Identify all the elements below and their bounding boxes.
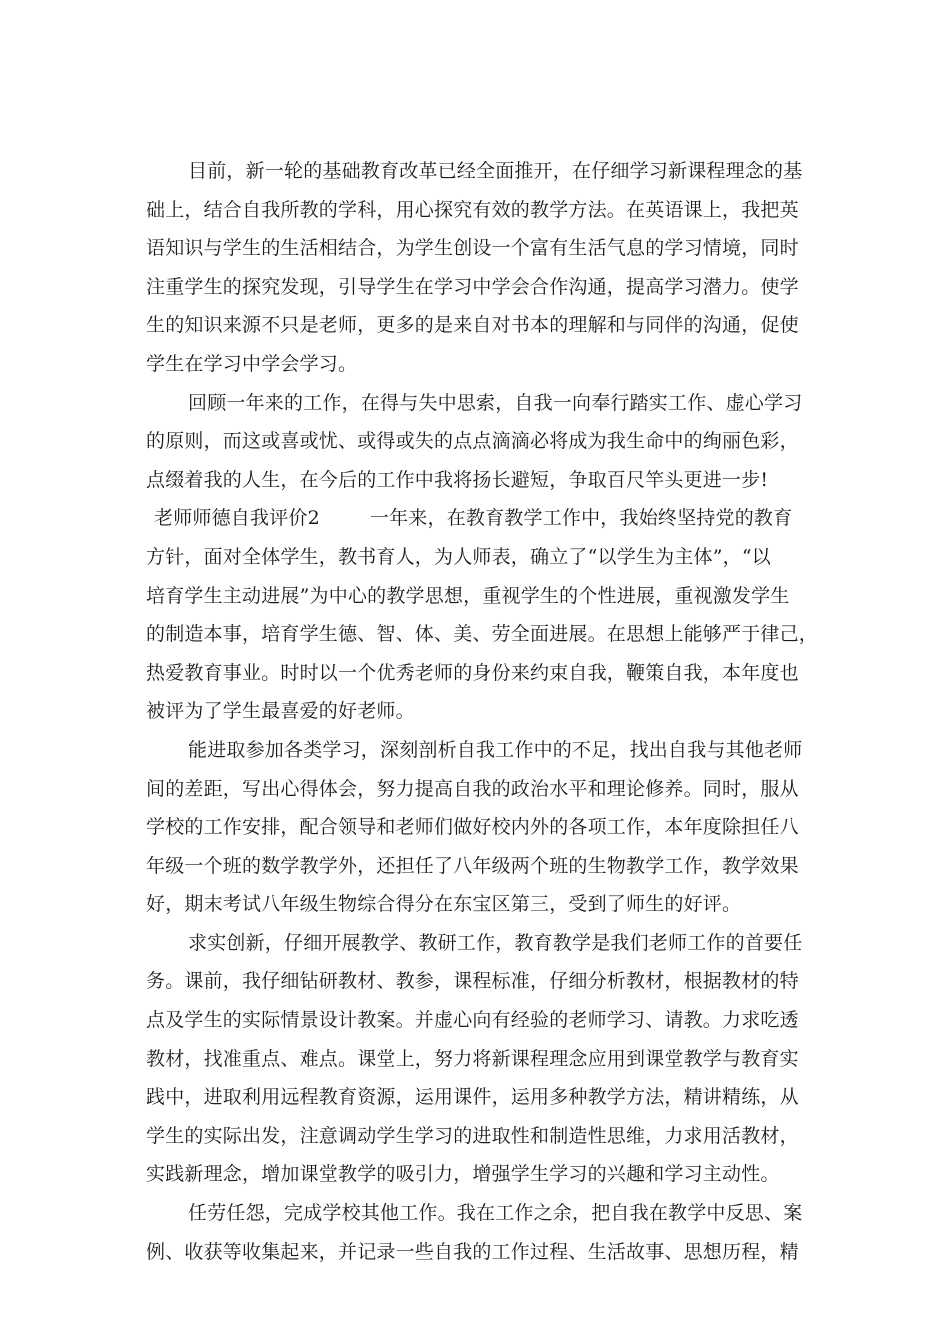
section-heading: 老师师德自我评价2	[154, 507, 320, 530]
text-line: 生的知识来源不只是老师，更多的是来自对书本的理解和与同伴的沟通，促使	[146, 314, 799, 337]
text-line: 教材，找准重点、难点。课堂上，努力将新课程理念应用到课堂教学与教育实	[146, 1047, 799, 1070]
text-line: 被评为了学生最喜爱的好老师。	[146, 700, 415, 723]
text-line: 好，期末考试八年级生物综合得分在东宝区第三，受到了师生的好评。	[146, 893, 742, 916]
text-line: 求实创新，仔细开展教学、教研工作，教育教学是我们老师工作的首要任	[188, 931, 803, 954]
paragraph	[146, 924, 806, 1194]
text-line: 点及学生的实际情景设计教案。并虚心向有经验的老师学习、请教。力求吃透	[146, 1009, 799, 1032]
text-line: 年级一个班的数学教学外，还担任了八年级两个班的生物教学工作，教学效果	[146, 854, 799, 877]
text-line: 础上，结合自我所教的学科，用心探究有效的教学方法。在英语课上，我把英	[146, 198, 799, 221]
text-line: 语知识与学生的生活相结合，为学生创设一个富有生活气息的学习情境，同时	[146, 237, 799, 260]
document-body	[146, 152, 819, 1271]
text-line: 学生在学习中学会学习。	[146, 352, 358, 375]
paragraph	[146, 731, 806, 924]
text-line: 能进取参加各类学习，深刻剖析自我工作中的不足，找出自我与其他老师	[188, 738, 803, 761]
text-line: 践中，进取利用远程教育资源，运用课件，运用多种教学方法，精讲精练，从	[146, 1086, 799, 1109]
paragraph	[146, 384, 806, 500]
text-line: 注重学生的探究发现，引导学生在学习中学会合作沟通，提高学习潜力。使学	[146, 275, 799, 298]
text-line: 学生的实际出发，注意调动学生学习的进取性和制造性思维，力求用活教材，	[146, 1124, 799, 1147]
text-line: 任劳任怨，完成学校其他工作。我在工作之余，把自我在教学中反思、案	[188, 1202, 803, 1225]
section-with-heading	[146, 499, 819, 731]
text-line: 一年来，在教育教学工作中，我始终坚持党的教育	[369, 507, 793, 530]
heading-line	[146, 499, 806, 538]
text-line: 点缀着我的人生，在今后的工作中我将扬长避短，争取百尺竿头更进一步!	[146, 468, 769, 491]
text-line: 实践新理念，增加课堂教学的吸引力，增强学生学习的兴趣和学习主动性。	[146, 1163, 780, 1186]
text-line: 的原则，而这或喜或忧、或得或失的点点滴滴必将成为我生命中的绚丽色彩，	[146, 430, 799, 453]
paragraph	[146, 152, 806, 384]
text-line: 方针，面对全体学生，教书育人，为人师表，确立了“以学生为主体”，“以	[146, 545, 771, 568]
text-line: 热爱教育事业。时时以一个优秀老师的身份来约束自我，鞭策自我，本年度也	[146, 661, 799, 684]
text-line: 务。课前，我仔细钻研教材、教参，课程标准，仔细分析教材，根据教材的特	[146, 970, 799, 993]
text-line: 例、收获等收集起来，并记录一些自我的工作过程、生活故事、思想历程，精	[146, 1240, 799, 1263]
text-line: 目前，新一轮的基础教育改革已经全面推开，在仔细学习新课程理念的基	[188, 160, 803, 182]
text-line: 的制造本事，培育学生德、智、体、美、劳全面进展。在思想上能够严于律己，	[146, 623, 819, 646]
text-line: 学校的工作安排，配合领导和老师们做好校内外的各项工作，本年度除担任八	[146, 816, 799, 839]
text-line: 培育学生主动进展”为中心的教学思想，重视学生的个性进展，重视激发学生	[146, 584, 790, 607]
text-line: 间的差距，写出心得体会，努力提高自我的政治水平和理论修养。同时，服从	[146, 777, 799, 800]
text-line: 回顾一年来的工作，在得与失中思索，自我一向奉行踏实工作、虚心学习	[188, 391, 803, 414]
paragraph	[146, 1194, 806, 1271]
